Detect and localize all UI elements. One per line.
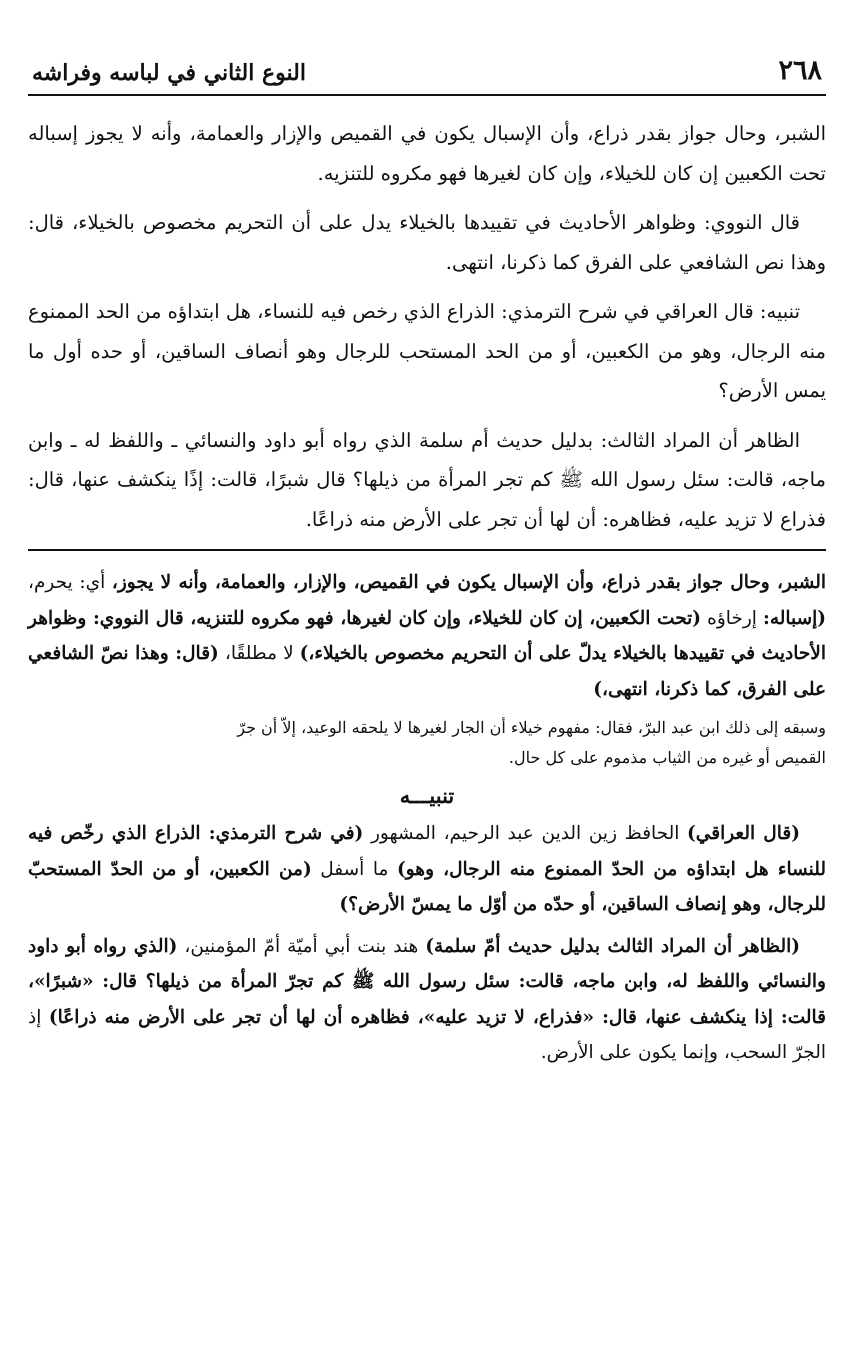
main-text-paragraph: قال النووي: وظواهر الأحاديث في تقييدها بالخيلاء يدل على أن التحريم مخصوص بالخيلاء، قال: وهذا نص الشافعي على الفرق كما ذكرنا، انتهى. xyxy=(28,211,826,274)
commentary-text: ما أسفل xyxy=(311,858,397,880)
commentary-quoted-text: (قال العراقي) xyxy=(687,823,800,844)
main-text xyxy=(28,114,826,539)
main-text-paragraph: تنبيه: قال العراقي في شرح الترمذي: الذراع الذي رخص فيه للنساء، هل ابتداؤه من الحد الممنوع منه الرجال، وهو من الكعبين، أو من الحد المستحب للرجال وهو أنصاف الساقين، أو حده أول ما يمس الأرض؟ xyxy=(28,300,826,402)
commentary-text: لا مطلقًا، xyxy=(218,643,300,664)
commentary-quoted-text: (الظاهر أن المراد الثالث بدليل حديث أمّ سلمة) xyxy=(425,935,801,957)
section-separator xyxy=(28,549,826,551)
chapter-title: النوع الثاني في لباسه وفراشه xyxy=(32,60,306,86)
page-number: ٢٦٨ xyxy=(778,55,822,86)
commentary-quoted-text: (قال: وهذا نصّ الشافعي على الفرق، كما ذكرنا، انتهى،) xyxy=(28,643,826,700)
main-text-paragraph: الظاهر أن المراد الثالث: بدليل حديث أم سلمة الذي رواه أبو داود والنسائي ـ واللفظ له ـ وابن ماجه، قالت: سئل رسول الله ﷺ كم تجر المرأة من ذيلها؟ قال شبرًا، قالت: إذًا ينكشف عنها، قال: فذراع لا تزيد عليه، فظاهره: أن لها أن تجر على الأرض منه ذراعًا. xyxy=(28,428,826,531)
commentary-quoted-text: (الذي رواه أبو داود والنسائي واللفظ له، وابن ماجه، قالت: سئل رسول الله ﷺ كم تجرّ المرأة من ذيلها؟ قال: «شبرًا»، قالت: إذا ينكشف عنها، قال: «فذراع، لا تزيد عليه»، فظاهره أن لها أن تجر على الأرض منه ذراعًا) xyxy=(28,935,826,1028)
main-text-paragraph: الشبر، وحال جواز بقدر ذراع، وأن الإسبال يكون في القميص والإزار والعمامة، وأنه لا يجوز إسباله تحت الكعبين إن كان للخيلاء، وإن كان لغيرها فهو مكروه للتنزيه. xyxy=(28,122,826,185)
commentary-paragraph xyxy=(28,565,826,707)
commentary-text: هند بنت أبي أميّة أمّ المؤمنين، xyxy=(177,935,426,957)
commentary-quoted-text: (في شرح الترمذي: الذراع الذي رخّص فيه للنساء هل ابتداؤه من الحدّ الممنوع منه الرجال، وهو) xyxy=(28,823,827,880)
commentary-note-line: القميص أو غيره من الثياب مذموم على كل حال. xyxy=(508,748,826,767)
commentary-text: إرخاؤه xyxy=(701,607,763,629)
section-heading: تنبيـــه xyxy=(399,783,455,808)
commentary-paragraph xyxy=(28,816,826,923)
running-header xyxy=(28,46,826,96)
commentary-text: أي: يحرم، xyxy=(28,572,112,593)
commentary-paragraph xyxy=(28,929,826,1071)
commentary-quoted-text: (من الكعبين، أو من الحدّ المستحبّ للرجال، وهو إنصاف الساقين، أو حدّه من أوّل ما يمسّ الأرض؟) xyxy=(28,858,826,915)
commentary-text: الحافظ زين الدين عبد الرحيم، المشهور xyxy=(363,823,688,844)
commentary-quoted-text: (إسباله: xyxy=(763,607,826,629)
commentary-text: إذ الجرّ السحب، وإنما يكون على الأرض. xyxy=(28,1006,826,1063)
commentary-quoted-text: (تحت الكعبين، إن كان للخيلاء، وإن كان لغيرها، فهو مكروه للتنزيه، قال النووي: وظواهر الأحاديث في تقييدها بالخيلاء يدلّ على أن التحريم مخصوص بالخيلاء،) xyxy=(28,607,826,664)
commentary-note xyxy=(28,713,826,773)
commentary-quoted-text: الشبر، وحال جواز بقدر ذراع، وأن الإسبال يكون في القميص، والإزار، والعمامة، وأنه لا يجوز، xyxy=(111,572,826,593)
commentary-note-line: وسبقه إلى ذلك ابن عبد البرّ، فقال: مفهوم خيلاء أن الجار لغيرها لا يلحقه الوعيد، إلاّ أن جرّ xyxy=(237,718,826,737)
commentary xyxy=(28,565,826,1071)
